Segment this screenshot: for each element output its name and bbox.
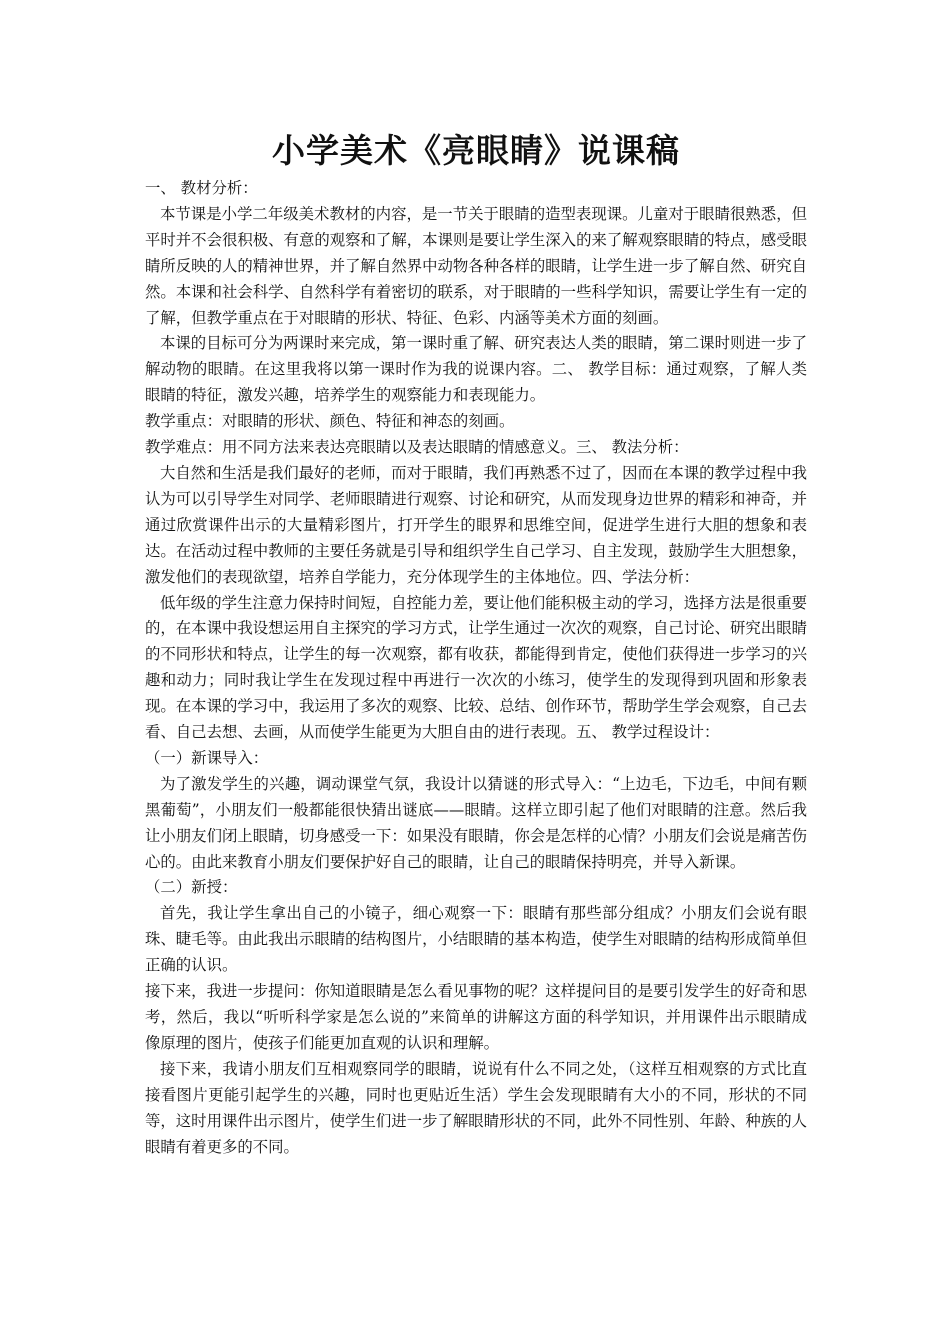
paragraph-11: 接下来，我进一步提问：你知道眼睛是怎么看见事物的呢？这样提问目的是要引发学生的好奇和思考，然后，我以“听听科学家是怎么说的”来简单的讲解这方面的科学知识，并用课件出示眼睛成像原理的图片，使孩子们能更加直观的认识和理解。 [145,982,807,1052]
paragraph-5: 大自然和生活是我们最好的老师，而对于眼睛，我们再熟悉不过了，因而在本课的教学过程中我认为可以引导学生对同学、老师眼睛进行观察、讨论和研究，从而发现身边世界的精彩和神奇，并通过欣赏课件出示的大量精彩图片，打开学生的眼界和思维空间，促进学生进行大胆的想象和表达。在活动过程中教师的主要任务就是引导和组织学生自己学习、自主发现，鼓励学生大胆想象，激发他们的表现欲望，培养自学能力，充分体现学生的主体地位。四、学法分析： [145,463,807,586]
paragraph-8: 为了激发学生的兴趣，调动课堂气氛，我设计以猜谜的形式导入：“上边毛，下边毛，中间有颗黑葡萄”，小朋友们一般都能很快猜出谜底——眼睛。这样立即引起了他们对眼睛的注意。然后我让小朋友们闭上眼睛，切身感受一下：如果没有眼睛，你会是怎样的心情？小朋友们会说是痛苦伤心的。由此来教育小朋友们要保护好自己的眼睛，让自己的眼睛保持明亮，并导入新课。 [145,774,807,871]
paragraph-6: 低年级的学生注意力保持时间短，自控能力差，要让他们能积极主动的学习，选择方法是很重要的，在本课中我设想运用自主探究的学习方式，让学生通过一次次的观察，自己讨论、研究出眼睛的不同形状和特点，让学生的每一次观察，都有收获，都能得到肯定，使他们获得进一步学习的兴趣和动力；同时我让学生在发现过程中再进行一次次的小练习，使学生的发现得到巩固和形象表现。在本课的学习中，我运用了多次的观察、比较、总结、创作环节，帮助学生学会观察，自己去看、自己去想、去画，从而使学生能更为大胆自由的进行表现。五、 教学过程设计： [145,593,807,742]
paragraph-4: 教学难点：用不同方法来表达亮眼睛以及表达眼睛的情感意义。三、 教法分析： [145,438,689,457]
document-title: 小学美术《亮眼睛》说课稿 [272,131,680,170]
paragraph-1: 本节课是小学二年级美术教材的内容，是一节关于眼睛的造型表现课。儿童对于眼睛很熟悉，但平时并不会很积极、有意的观察和了解，本课则是要让学生深入的来了解观察眼睛的特点，感受眼睛所反映的人的精神世界，并了解自然界中动物各种各样的眼睛，让学生进一步了解自然、研究自然。本课和社会科学、自然科学有着密切的联系，对于眼睛的一些科学知识，需要让学生有一定的了解，但教学重点在于对眼睛的形状、特征、色彩、内涵等美术方面的刻画。 [145,204,807,327]
paragraph-3: 教学重点：对眼睛的形状、颜色、特征和神态的刻画。 [145,412,515,431]
paragraph-10: 首先，我让学生拿出自己的小镜子，细心观察一下：眼睛有那些部分组成？小朋友们会说有眼珠、睫毛等。由此我出示眼睛的结构图片，小结眼睛的基本构造，使学生对眼睛的结构形成简单但正确的认识。 [145,904,807,975]
paragraph-12: 接下来，我请小朋友们互相观察同学的眼睛，说说有什么不同之处，（这样互相观察的方式比直接看图片更能引起学生的兴趣，同时也更贴近生活）学生会发现眼睛有大小的不同，形状的不同等，这时用课件出示图片，使学生们进一步了解眼睛形状的不同，此外不同性别、年龄、种族的人眼睛有着更多的不同。 [145,1059,807,1156]
paragraph-2: 本课的目标可分为两课时来完成，第一课时重了解、研究表达人类的眼睛，第二课时则进一步了解动物的眼睛。在这里我将以第一课时作为我的说课内容。二、 教学目标：通过观察，了解人类眼睛的特征，激发兴趣，培养学生的观察能力和表现能力。 [145,334,807,405]
paragraph-9: （二）新授： [145,878,238,897]
document-page [145,128,807,1160]
paragraph-7: （一）新课导入： [145,748,269,767]
paragraph-0: 一、 教材分析： [145,179,258,197]
